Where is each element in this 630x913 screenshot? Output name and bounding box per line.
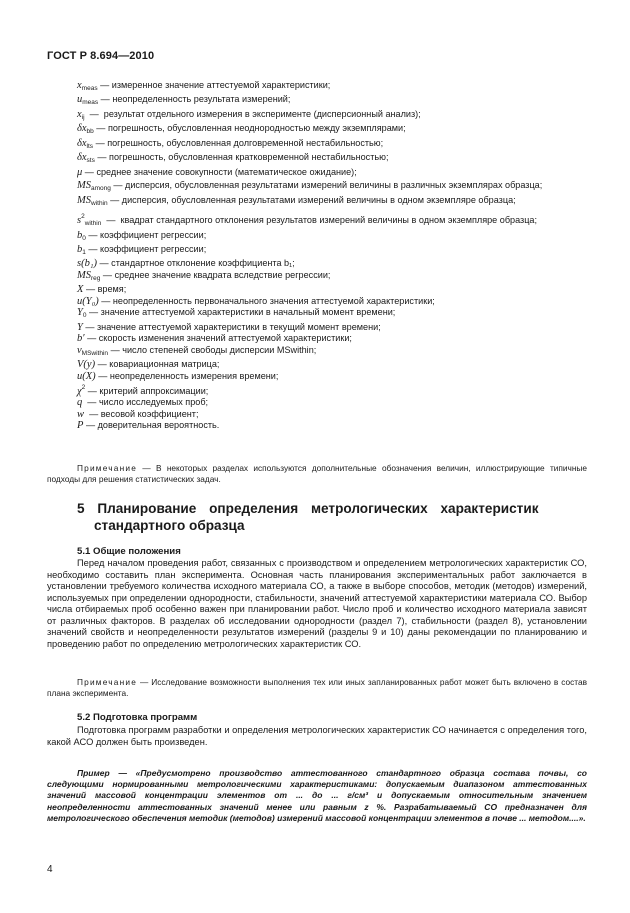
definition-symbol: u bbox=[77, 94, 83, 106]
definition-symbol-subscript: bb bbox=[86, 128, 94, 136]
definition-symbol: Y bbox=[77, 321, 83, 333]
note-label: Примечание bbox=[77, 677, 138, 687]
definition-symbol-superscript: 2 bbox=[81, 213, 85, 221]
definition-dash: — bbox=[82, 166, 97, 177]
definition-dash: — bbox=[93, 137, 108, 148]
definition-symbol: V(y) bbox=[77, 359, 96, 371]
definition-item bbox=[47, 123, 587, 137]
section-5-title-line-2: стандартного образца bbox=[94, 518, 245, 533]
definition-text: коэффициент регрессии; bbox=[100, 243, 207, 254]
definition-dash: — bbox=[84, 108, 104, 119]
definition-dash: — bbox=[95, 359, 110, 370]
definition-symbol-subscript: meas bbox=[81, 85, 98, 92]
definition-dash: — bbox=[95, 370, 110, 381]
document-header: ГОСТ Р 8.694—2010 bbox=[47, 50, 155, 62]
definition-text: погрешность, обусловленная неоднородностью между экземплярами; bbox=[107, 123, 406, 134]
definition-text: дисперсия, обусловленная результатами измерений величины в различных экземплярах образца; bbox=[125, 180, 543, 191]
definition-text: среднее значение совокупности (математическое ожидание); bbox=[96, 166, 357, 177]
definition-item bbox=[47, 409, 587, 420]
definition-item bbox=[47, 333, 587, 344]
definition-text: доверительная вероятность. bbox=[97, 420, 220, 431]
definition-symbol-superscript: 2 bbox=[81, 383, 86, 391]
definition-item bbox=[47, 345, 587, 359]
definition-symbol: b bbox=[77, 243, 83, 255]
definition-item bbox=[47, 296, 587, 307]
note-symbols bbox=[47, 463, 587, 484]
definition-dash: — bbox=[85, 385, 100, 396]
definition-text: измеренное значение аттестуемой характеристики; bbox=[111, 80, 331, 90]
definition-dash: — bbox=[84, 333, 99, 344]
definition-item bbox=[47, 420, 587, 431]
subsection-5-2-paragraph: Подготовка программ разработки и определения метрологических характеристик СО начинается с определения того, какой АСО должен быть произведен. bbox=[47, 725, 587, 747]
definition-dash: — bbox=[101, 215, 121, 226]
definition-dash: — bbox=[108, 344, 123, 355]
definition-item bbox=[47, 152, 587, 166]
definition-symbol-subscript: within bbox=[91, 199, 108, 207]
definition-dash: — bbox=[98, 94, 113, 105]
definition-symbol: u(Y₀) bbox=[77, 295, 99, 307]
definition-dash: — bbox=[82, 321, 97, 332]
definition-text: погрешность, обусловленная долговременной нестабильностью; bbox=[107, 137, 384, 148]
definition-symbol-subscript: 1 bbox=[82, 248, 86, 256]
definition-symbol-subscript: within bbox=[84, 220, 102, 228]
definition-dash: — bbox=[107, 194, 122, 205]
definition-symbol: P bbox=[77, 420, 84, 432]
definition-dash: — bbox=[84, 408, 101, 419]
definition-item bbox=[47, 371, 587, 382]
definition-symbol: s(b₁) bbox=[77, 258, 97, 270]
definition-text: квадрат стандартного отклонения результатов измерений величины в одном экземпляре образца; bbox=[120, 215, 538, 226]
definition-symbol-subscript: 0 bbox=[82, 312, 87, 320]
definition-dash: — bbox=[96, 258, 112, 269]
definition-symbol: ν bbox=[77, 344, 82, 356]
definition-item bbox=[47, 397, 587, 408]
definition-text: скорость изменения значений аттестуемой характеристики; bbox=[98, 333, 352, 344]
definition-item bbox=[47, 284, 587, 295]
note-text: — В некоторых разделах используются дополнительные обозначения величин, иллюстрирующие типичные подходы для решения статистических задач. bbox=[47, 463, 587, 484]
definition-item bbox=[47, 359, 587, 370]
definition-item bbox=[47, 382, 587, 397]
definition-item bbox=[47, 195, 587, 209]
definition-text: неопределенность первоначального значения аттестуемой характеристики; bbox=[112, 295, 435, 306]
definition-dash: — bbox=[85, 243, 101, 254]
definition-symbol-subscript: sts bbox=[86, 157, 95, 165]
definition-symbol: δx bbox=[77, 123, 87, 135]
definition-symbol: MS bbox=[77, 194, 91, 206]
page-number: 4 bbox=[47, 864, 53, 875]
section-5-title bbox=[77, 500, 587, 534]
definition-symbol: MS bbox=[77, 269, 91, 281]
note-text: — Исследование возможности выполнения тех или иных запланированных работ может быть включено в состав плана эксперимента. bbox=[47, 677, 587, 698]
definition-symbol-subscript: reg bbox=[91, 274, 101, 282]
definition-item bbox=[47, 270, 587, 284]
definition-item bbox=[47, 322, 587, 333]
definition-dash: — bbox=[110, 180, 126, 191]
definition-symbol-subscript: lts bbox=[86, 142, 94, 150]
definition-symbol: δx bbox=[77, 137, 87, 149]
note-label: Примечание bbox=[77, 463, 138, 473]
definition-item bbox=[47, 180, 587, 194]
definition-symbol-subscript: meas bbox=[82, 99, 99, 107]
definition-symbol: u(X) bbox=[77, 370, 96, 382]
definition-text: время; bbox=[97, 284, 127, 295]
subsection-5-2-title: 5.2 Подготовка программ bbox=[77, 712, 198, 723]
definition-symbol-subscript: 0 bbox=[82, 234, 86, 242]
definition-item bbox=[47, 211, 587, 229]
definition-dash: — bbox=[98, 295, 113, 306]
definition-text: критерий аппроксимации; bbox=[99, 385, 209, 396]
definition-item bbox=[47, 167, 587, 178]
definition-text: неопределенность измерения времени; bbox=[109, 370, 279, 381]
definition-item bbox=[47, 230, 587, 244]
definition-item bbox=[47, 258, 587, 269]
definition-item bbox=[47, 307, 587, 321]
definition-dash: — bbox=[86, 307, 101, 318]
subsection-5-1-paragraph: Перед началом проведения работ, связанных с производством и определением метрологических характеристик СО, необходимо составить план эксперимента. Основная часть планирования экспериментальных работ заключается в установлении требуемого количества исходного материала СО, а также в выборе способов, методик (методов) измерений, используемых при определении однородности, стабильности, значений аттестуемой характеристики материала СО. Выбор числа отбираемых проб особенно важен при планировании работ. Число проб и количество исходного материала зависят от различных факторов. В разделах об исследовании однородности (раздел 7), стабильности (раздел 8), установлении значений свойств и неопределенности результатов измерений (разделы 9 и 10) даны рекомендации по планированию и проведению работ по определению метрологических характеристик СО. bbox=[47, 558, 587, 649]
definition-text: число исследуемых проб; bbox=[98, 397, 209, 408]
definition-text: весовой коэффициент; bbox=[100, 408, 199, 419]
definition-text: коэффициент регрессии; bbox=[100, 229, 207, 240]
example-block: Пример — «Предусмотрено производство аттестованного стандартного образца состава почвы, со следующими нормированными метрологическими характеристиками: допускаемым диапазоном аттестованных значений массовой концентрации элементов от ... до ... г/см³ и допускаемым относительным значением неопределенности аттестованных значений менее или равным z %. Разрабатываемый СО предназначен для метрологического обеспечения методик (методов) измерений массовой концентрации элементов в почве ... методом....». bbox=[47, 768, 587, 823]
definition-text: ковариационная матрица; bbox=[109, 359, 220, 370]
note-plan bbox=[47, 677, 587, 698]
definition-symbol: b′ bbox=[77, 333, 85, 345]
definition-text: значение аттестуемой характеристики в начальный момент времени; bbox=[100, 307, 396, 318]
definition-symbol: Y bbox=[77, 307, 83, 319]
definition-dash: — bbox=[83, 420, 98, 431]
definition-dash: — bbox=[85, 229, 101, 240]
definition-symbol: s bbox=[77, 215, 82, 227]
definition-dash: — bbox=[100, 269, 115, 280]
definition-item bbox=[47, 80, 587, 94]
definition-symbol: q bbox=[77, 397, 83, 409]
definition-symbol: x bbox=[77, 108, 82, 120]
subsection-5-1-title: 5.1 Общие положения bbox=[77, 546, 181, 557]
definition-dash: — bbox=[82, 397, 99, 408]
definition-symbol-subscript: MSwithin bbox=[81, 349, 109, 357]
definition-symbol: μ bbox=[77, 166, 83, 178]
definition-dash: — bbox=[94, 152, 110, 163]
definition-item bbox=[47, 94, 587, 108]
definition-text: число степеней свободы дисперсии MSwithin; bbox=[122, 344, 317, 355]
symbol-definitions-list bbox=[47, 80, 587, 432]
definition-item bbox=[47, 138, 587, 152]
definition-text: стандартное отклонение коэффициента b₁; bbox=[111, 258, 295, 269]
definition-text: неопределенность результата измерений; bbox=[112, 94, 291, 105]
definition-symbol: δx bbox=[77, 152, 87, 164]
definition-text: значение аттестуемой характеристики в текущий момент времени; bbox=[97, 321, 381, 332]
definition-symbol: X bbox=[77, 284, 84, 296]
definition-symbol: b bbox=[77, 229, 83, 241]
definition-symbol-subscript: among bbox=[91, 185, 111, 193]
definition-symbol: χ bbox=[77, 385, 82, 397]
definition-item bbox=[47, 244, 587, 258]
section-5-title-line-1: 5 Планирование определения метрологических характеристик bbox=[77, 501, 539, 516]
definition-dash: — bbox=[83, 284, 98, 295]
definition-text: среднее значение квадрата вследствие регрессии; bbox=[114, 269, 331, 280]
definition-symbol: w bbox=[77, 408, 85, 420]
definition-text: результат отдельного измерения в эксперименте (дисперсионный анализ); bbox=[103, 108, 421, 119]
definition-dash: — bbox=[97, 80, 112, 90]
definition-symbol: x bbox=[77, 80, 82, 91]
definition-symbol: MS bbox=[77, 180, 91, 192]
definition-item bbox=[47, 109, 587, 123]
definition-dash: — bbox=[93, 123, 108, 134]
definition-text: погрешность, обусловленная кратковременной нестабильностью; bbox=[109, 152, 389, 163]
definition-text: дисперсия, обусловленная результатами измерений величины в одном экземпляре образца; bbox=[121, 194, 516, 205]
definition-symbol-subscript: ij bbox=[81, 113, 85, 121]
